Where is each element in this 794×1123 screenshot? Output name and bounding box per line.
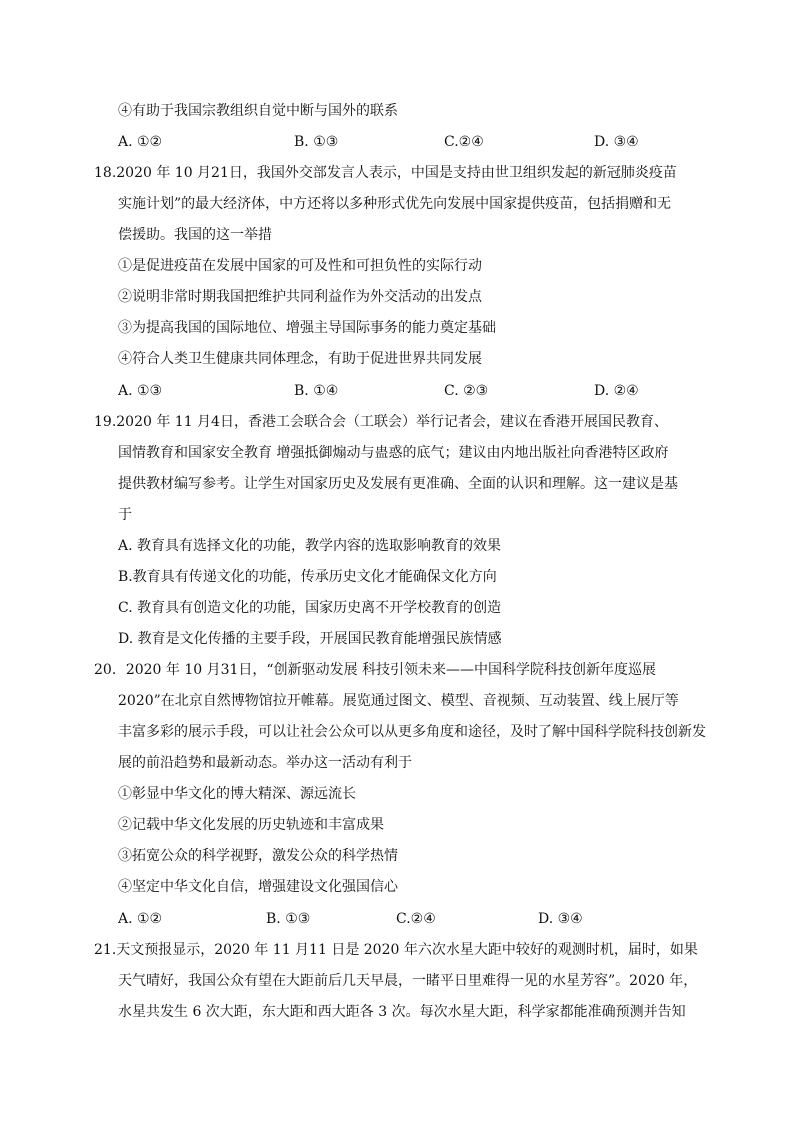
q20-item-4: ④坚定中华文化自信，增强建设文化强国信心 — [118, 879, 398, 895]
q18-option-d: D. ②④ — [594, 383, 639, 399]
q18-item-2: ②说明非常时期我国把维护共同利益作为外交活动的出发点 — [118, 289, 482, 305]
q18-item-1: ①是促进疫苗在发展中国家的可及性和可担负性的实际行动 — [118, 258, 482, 274]
q17-option-b: B. ①③ — [294, 134, 339, 150]
q20-stem-line-4: 展的前沿趋势和最新动态。举办这一活动有利于 — [118, 755, 412, 771]
q18-stem-line-3: 偿援助。我国的这一举措 — [118, 227, 272, 243]
q18-stem-line-2: 实施计划”的最大经济体，中方还将以多种形式优先向发展中国家提供疫苗，包括捐赠和无 — [118, 196, 672, 212]
q19-stem-line-4: 于 — [118, 507, 132, 523]
q20-stem-line-3: 丰富多彩的展示手段，可以让社会公众可以从更多角度和途径，及时了解中国科学院科技创新发 — [118, 724, 706, 740]
q20-stem-line-1: 20．2020 年 10 月31日，“创新驱动发展 科技引领未来——中国科学院科技创新年度巡展 — [94, 662, 657, 678]
q19-choice-b: B.教育具有传递文化的功能，传承历史文化才能确保文化方向 — [118, 569, 497, 585]
q18-item-4: ④符合人类卫生健康共同体理念，有助于促进世界共同发展 — [118, 351, 482, 367]
q21-stem-line-3: 水星共发生 6 次大距，东大距和西大距各 3 次。每次水星大距，科学家都能准确预测并告知 — [118, 1004, 686, 1020]
q19-stem-line-1: 19.2020 年 11 月4日，香港工会联合会（工联会）举行记者会，建议在香港开展国民教育、 — [94, 414, 668, 430]
q17-option-c: C.②④ — [444, 134, 484, 150]
q17-option-d: D. ③④ — [594, 134, 639, 150]
q19-choice-d: D. 教育是文化传播的主要手段，开展国民教育能增强民族情感 — [118, 631, 502, 647]
q20-item-3: ③拓宽公众的科学视野，激发公众的科学热情 — [118, 848, 398, 864]
q20-item-2: ②记载中华文化发展的历史轨迹和丰富成果 — [118, 817, 384, 833]
q18-stem-line-1: 18.2020 年 10 月21日，我国外交部发言人表示，中国是支持由世卫组织发起的新冠肺炎疫苗 — [94, 165, 677, 181]
q20-stem-line-2: 2020”在北京自然博物馆拉开帷幕。展览通过图文、模型、音视频、互动装置、线上展厅等 — [118, 693, 679, 709]
q19-choice-a: A. 教育具有选择文化的功能，教学内容的选取影响教育的效果 — [118, 538, 502, 554]
q18-item-3: ③为提高我国的国际地位、增强主导国际事务的能力奠定基础 — [118, 320, 496, 336]
q20-option-a: A. ①② — [118, 911, 163, 927]
q19-stem-line-3: 提供教材编写参考。让学生对国家历史及发展有更准确、全面的认识和理解。这一建议是基 — [118, 476, 678, 492]
q20-option-c: C.②④ — [396, 911, 436, 927]
q20-option-b: B. ①③ — [266, 911, 311, 927]
q20-item-1: ①彰显中华文化的博大精深、源远流长 — [118, 786, 356, 802]
q17-item-4: ④有助于我国宗教组织自觉中断与国外的联系 — [118, 103, 398, 119]
q19-choice-c: C. 教育具有创造文化的功能，国家历史离不开学校教育的创造 — [118, 600, 502, 616]
q21-stem-line-2: 天气晴好，我国公众有望在大距前后几天早晨，一睹平日里难得一见的水星芳容”。2020 年， — [118, 973, 698, 989]
q21-stem-line-1: 21.天文预报显示，2020 年 11 月11 日是 2020 年六次水星大距中较好的观测时机，届时，如果 — [94, 942, 698, 958]
q18-option-c: C. ②③ — [444, 383, 489, 399]
q18-option-a: A. ①③ — [118, 383, 163, 399]
q20-option-d: D. ③④ — [538, 911, 583, 927]
q18-option-b: B. ①④ — [294, 383, 339, 399]
q17-option-a: A. ①② — [118, 134, 163, 150]
q19-stem-line-2: 国情教育和国家安全教育 增强抵御煽动与蛊惑的底气；建议由内地出版社向香港特区政府 — [118, 445, 669, 461]
